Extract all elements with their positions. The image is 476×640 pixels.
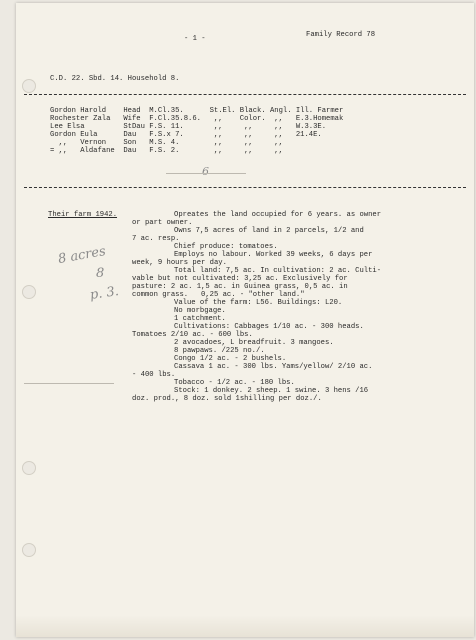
document-page (16, 3, 474, 637)
farm-line: Tobacco - 1/2 ac. - 180 lbs. (174, 379, 295, 387)
farm-line: 7 ac. resp. (132, 235, 180, 243)
farm-line: 2 avocadoes, L breadfruit. 3 mangoes. (174, 339, 334, 347)
farm-line: Congo 1/2 ac. - 2 bushels. (174, 355, 287, 363)
location-line: C.D. 22. Sbd. 14. Household 8. (50, 75, 180, 83)
record-title: Family Record 78 (306, 31, 376, 39)
farm-line: Cultivations: Cabbages 1/10 ac. - 300 heads. (174, 323, 364, 331)
household-row: Gordon Eula Dau F.S.x 7. ,, ,, ,, 21.4E. (50, 131, 322, 139)
pencil-note: p. 3. (89, 284, 120, 303)
farm-line: 1 catchment. (174, 315, 226, 323)
household-row: Gordon Harold Head M.Cl.35. St.El. Black. Angl. Ill. Farmer (50, 107, 344, 115)
farm-line: Stock: 1 donkey. 2 sheep. 1 swine. 3 hens /16 (174, 387, 369, 395)
farm-line: - 400 lbs. (132, 371, 176, 379)
faint-rule (24, 383, 114, 384)
farm-line: common grass. 0,25 ac. - "other land." (132, 291, 305, 299)
farm-line: week, 9 hours per day. (132, 259, 227, 267)
farm-line: doz. prod., 8 doz. sold 1shilling per doz./. (132, 395, 322, 403)
farm-line: Value of the farm: L56. Buildings: L20. (174, 299, 343, 307)
household-row: Lee Elsa StDau F.S. 11. ,, ,, ,, W.3.3E. (50, 123, 327, 131)
farm-line: Total land: 7,5 ac. In cultivation: 2 ac. Culti- (174, 267, 382, 275)
farm-line: 8 pawpaws. /225 no./. (174, 347, 265, 355)
farm-line: Employs no labour. Worked 39 weeks, 6 days per (174, 251, 373, 259)
household-row: = ,, Aldafane Dau F.S. 2. ,, ,, ,, (50, 147, 283, 155)
household-row: Rochester Zala Wife F.Cl.35.8.6. ,, Color. ,, E.3.Homemak (50, 115, 344, 123)
page-number: - 1 - (184, 35, 206, 43)
pencil-note: 8 (96, 266, 105, 281)
farm-line: vable but not cultivated: 3,25 ac. Exclusively for (132, 275, 348, 283)
farm-line: pasture: 2 ac. 1,5 ac. in Guinea grass, 0,5 ac. in (132, 283, 348, 291)
page-bottom-edge (16, 615, 474, 637)
pencil-note: 8 acres (56, 243, 107, 268)
farm-line: Cassava 1 ac. - 300 lbs. Yams/yellow/ 2/10 ac. (174, 363, 373, 371)
farm-line: Chief produce: tomatoes. (174, 243, 278, 251)
separator-mid (24, 187, 466, 188)
farm-heading: Their farm 1942. (48, 211, 118, 219)
household-count: 6 (202, 165, 209, 178)
farm-line: Owns 7,5 acres of land in 2 parcels, 1/2 and (174, 227, 364, 235)
farm-line: or part owner. (132, 219, 193, 227)
punch-hole (22, 285, 36, 299)
farm-line: Tomatoes 2/10 ac. - 600 lbs. (132, 331, 253, 339)
punch-hole (22, 543, 36, 557)
punch-hole (22, 461, 36, 475)
farm-line: No morbgage. (174, 307, 226, 315)
household-row: ,, Vernon Son M.S. 4. ,, ,, ,, (50, 139, 283, 147)
farm-line: Opreates the land occupied for 6 years. as owner (174, 211, 382, 219)
separator-top (24, 94, 466, 95)
punch-hole (22, 79, 36, 93)
pencil-underline (166, 173, 246, 174)
